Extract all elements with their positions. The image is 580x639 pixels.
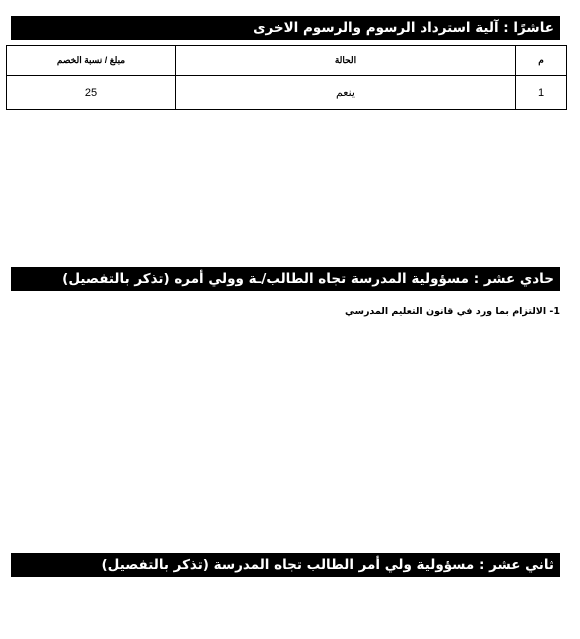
cell-number: 1	[516, 76, 567, 110]
section-10-heading: عاشرًا : آلية استرداد الرسوم والرسوم الاخرى	[11, 16, 560, 40]
list-item-text: الالتزام بما ورد في قانون التعليم المدرسي	[344, 306, 547, 317]
fee-refund-table	[6, 45, 567, 110]
header-number: م	[516, 46, 567, 76]
cell-amount: 25	[7, 76, 176, 110]
section-12-heading: ثاني عشر : مسؤولية ولي أمر الطالب تجاه المدرسة (تذكر بالتفصيل)	[11, 553, 560, 577]
list-item	[345, 306, 560, 317]
section-11-heading: حادي عشر : مسؤولية المدرسة تجاه الطالب/ـة وولي أمره (تذكر بالتفصيل)	[11, 267, 560, 291]
table-row	[7, 76, 567, 110]
list-item-number: 1-	[549, 306, 560, 317]
header-state: الحالة	[176, 46, 516, 76]
cell-state: ينعم	[176, 76, 516, 110]
table-header-row	[7, 46, 567, 76]
header-amount: مبلغ / نسبة الخصم	[7, 46, 176, 76]
